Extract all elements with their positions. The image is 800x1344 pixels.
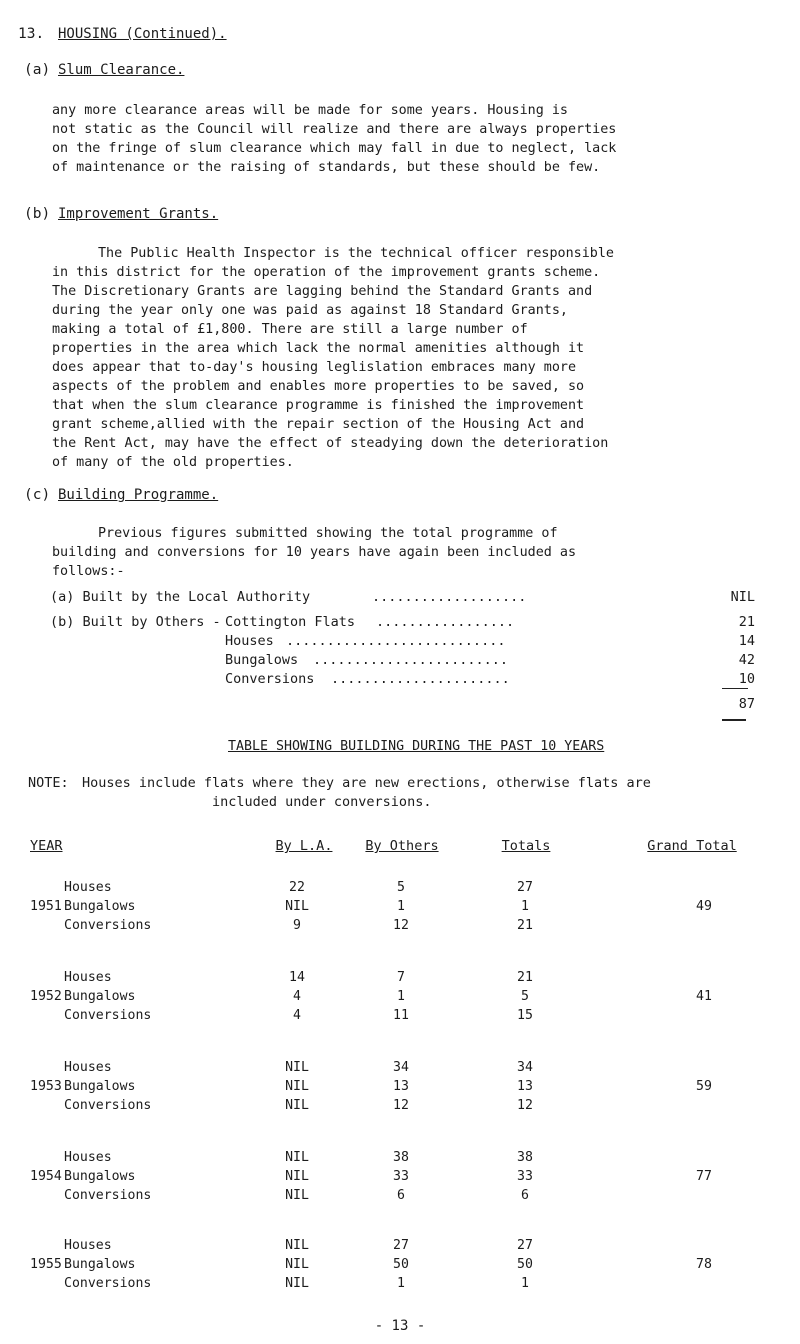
programme-item-value: 21 (738, 614, 755, 630)
cell-others: 38 (393, 1150, 409, 1165)
cell-totals: 5 (521, 989, 529, 1004)
header-year: YEAR (30, 838, 63, 854)
programme-item-dots: ........................... (286, 633, 506, 649)
programme-item-label: Houses (225, 633, 274, 649)
cell-la: NIL (285, 1188, 309, 1203)
cell-la: NIL (285, 1079, 309, 1094)
programme-la-value: NIL (730, 589, 755, 605)
grand-total-cell: 59 (696, 1079, 712, 1094)
grants-line: The Public Health Inspector is the technical officer responsible (98, 246, 614, 261)
section-number: 13. (18, 26, 45, 42)
building-line: follows:- (52, 564, 125, 579)
cell-others: 13 (393, 1079, 409, 1094)
grants-line: making a total of £1,800. There are still a large number of (52, 322, 528, 337)
cell-la: NIL (285, 1150, 309, 1165)
cell-others: 7 (397, 970, 405, 985)
cell-type: Conversions (64, 1188, 152, 1203)
year-cell: 1955 (30, 1257, 62, 1272)
cell-la: NIL (285, 1169, 309, 1184)
programme-item-dots: ...................... (331, 671, 510, 687)
cell-others: 1 (397, 1276, 405, 1291)
cell-totals: 15 (517, 1008, 533, 1023)
programme-others-label: (b) Built by Others - (50, 614, 221, 630)
grants-label: (b) (24, 206, 51, 222)
grants-line: The Discretionary Grants are lagging behind the Standard Grants and (52, 284, 593, 299)
cell-others: 1 (397, 989, 405, 1004)
cell-type: Bungalows (64, 1169, 136, 1184)
grants-heading: Improvement Grants. (58, 206, 219, 222)
cell-totals: 50 (517, 1257, 533, 1272)
page-number: - 13 - (374, 1318, 426, 1334)
grand-total-cell: 41 (696, 989, 712, 1004)
year-cell: 1953 (30, 1079, 62, 1094)
programme-item-dots: ........................ (313, 652, 509, 668)
cell-totals: 21 (517, 970, 533, 985)
cell-totals: 27 (517, 1238, 533, 1253)
year-cell: 1951 (30, 899, 62, 914)
header-totals: Totals (501, 838, 551, 854)
grants-line: in this district for the operation of the improvement grants scheme. (52, 265, 601, 280)
building-heading: Building Programme. (58, 487, 219, 503)
cell-la: 9 (293, 918, 301, 933)
cell-others: 5 (397, 880, 405, 895)
slum-paragraph (52, 101, 787, 177)
slum-line: on the fringe of slum clearance which may fall in due to neglect, lack (52, 141, 617, 156)
cell-totals: 38 (517, 1150, 533, 1165)
cell-others: 1 (397, 899, 405, 914)
cell-totals: 13 (517, 1079, 533, 1094)
cell-type: Conversions (64, 1276, 152, 1291)
header-others: By Others (365, 838, 439, 854)
programme-local-authority (50, 589, 755, 605)
cell-totals: 33 (517, 1169, 533, 1184)
programme-item-value: 10 (738, 671, 755, 687)
header-la: By L.A. (275, 838, 333, 854)
programme-la-label: (a) Built by the Local Authority (50, 589, 311, 605)
slum-heading: Slum Clearance. (58, 62, 185, 78)
cell-others: 11 (393, 1008, 409, 1023)
cell-type: Bungalows (64, 1257, 136, 1272)
programme-item-value: 42 (738, 652, 755, 668)
cell-others: 12 (393, 918, 409, 933)
slum-label: (a) (24, 62, 51, 78)
cell-type: Conversions (64, 1008, 152, 1023)
cell-type: Houses (64, 880, 112, 895)
programme-total: 87 (738, 696, 755, 712)
programme-item-label: Conversions (225, 671, 315, 687)
note-line-2: included under conversions. (212, 794, 432, 810)
cell-type: Houses (64, 1060, 112, 1075)
grants-line: of many of the old properties. (52, 455, 294, 470)
cell-totals: 1 (521, 899, 529, 914)
cell-totals: 12 (517, 1098, 533, 1113)
cell-type: Conversions (64, 918, 152, 933)
total-rule (722, 688, 748, 689)
programme-item-label: Bungalows (225, 652, 299, 668)
programme-la-dots: ................... (372, 589, 527, 605)
grants-line: grant scheme,allied with the repair section of the Housing Act and (52, 417, 585, 432)
cell-la: NIL (285, 1098, 309, 1113)
cell-la: 4 (293, 1008, 301, 1023)
cell-la: 14 (289, 970, 305, 985)
grants-line: during the year only one was paid as against 18 Standard Grants, (52, 303, 568, 318)
cell-la: NIL (285, 1276, 309, 1291)
cell-la: NIL (285, 1257, 309, 1272)
cell-la: NIL (285, 1238, 309, 1253)
cell-type: Conversions (64, 1098, 152, 1113)
programme-item-value: 14 (738, 633, 755, 649)
cell-type: Bungalows (64, 1079, 136, 1094)
grants-paragraph (52, 244, 787, 472)
cell-type: Bungalows (64, 899, 136, 914)
grants-line: that when the slum clearance programme is finished the improvement (52, 398, 585, 413)
programme-item-label: Cottington Flats (225, 614, 356, 630)
cell-la: 4 (293, 989, 301, 1004)
cell-totals: 21 (517, 918, 533, 933)
cell-others: 34 (393, 1060, 409, 1075)
year-cell: 1952 (30, 989, 62, 1004)
grand-total-cell: 49 (696, 899, 712, 914)
slum-line: not static as the Council will realize and there are always properties (52, 122, 617, 137)
grants-line: the Rent Act, may have the effect of steadying down the deterioration (52, 436, 609, 451)
grand-total-cell: 77 (696, 1169, 712, 1184)
cell-others: 50 (393, 1257, 409, 1272)
programme-others-cottington (50, 614, 755, 630)
programme-item-dots: ................. (376, 614, 515, 630)
grand-total-cell: 78 (696, 1257, 712, 1272)
cell-type: Bungalows (64, 989, 136, 1004)
cell-la: NIL (285, 899, 309, 914)
grants-line: properties in the area which lack the normal amenities although it (52, 341, 585, 356)
cell-totals: 1 (521, 1276, 529, 1291)
building-line: Previous figures submitted showing the total programme of (98, 526, 558, 541)
cell-totals: 27 (517, 880, 533, 895)
slum-line: any more clearance areas will be made for some years. Housing is (52, 103, 568, 118)
cell-la: NIL (285, 1060, 309, 1075)
note-label: NOTE: (28, 775, 69, 791)
note-line-1: Houses include flats where they are new erections, otherwise flats are (82, 775, 651, 791)
cell-others: 12 (393, 1098, 409, 1113)
slum-line: of maintenance or the raising of standards, but these should be few. (52, 160, 601, 175)
cell-type: Houses (64, 970, 112, 985)
cell-type: Houses (64, 1238, 112, 1253)
cell-others: 33 (393, 1169, 409, 1184)
grants-line: aspects of the problem and enables more properties to be saved, so (52, 379, 585, 394)
cell-totals: 6 (521, 1188, 529, 1203)
cell-totals: 34 (517, 1060, 533, 1075)
year-cell: 1954 (30, 1169, 62, 1184)
header-grand: Grand Total (647, 838, 737, 854)
section-title: HOUSING (Continued). (58, 26, 227, 42)
total-double-rule (722, 719, 746, 721)
table-title: TABLE SHOWING BUILDING DURING THE PAST 10 YEARS (228, 739, 605, 754)
building-line: building and conversions for 10 years have again been included as (52, 545, 577, 560)
cell-others: 6 (397, 1188, 405, 1203)
grants-line: does appear that to-day's housing leglislation embraces many more (52, 360, 577, 375)
cell-others: 27 (393, 1238, 409, 1253)
building-paragraph (52, 524, 787, 581)
cell-type: Houses (64, 1150, 112, 1165)
building-label: (c) (24, 487, 51, 503)
cell-la: 22 (289, 880, 305, 895)
